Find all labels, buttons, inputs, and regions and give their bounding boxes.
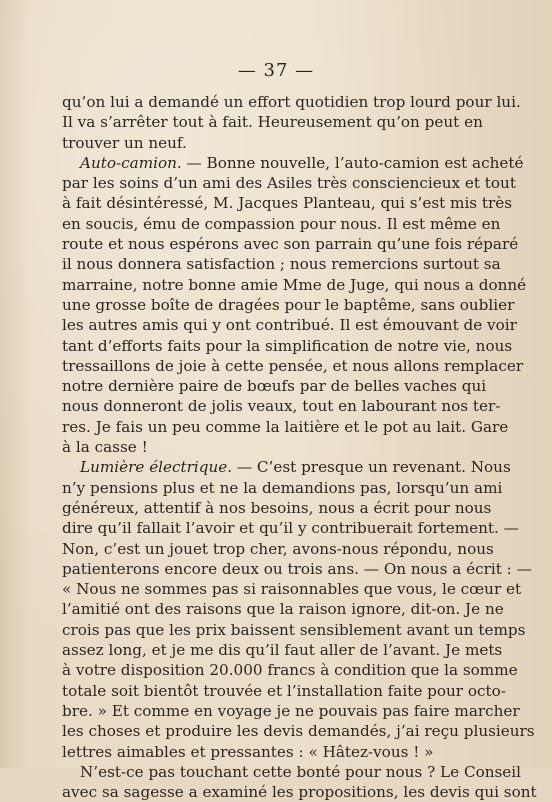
text-line: il nous donnera satisfaction ; nous remercions surtout sa <box>62 255 501 274</box>
text-line: route et nous espérons avec son parrain qu’une fois réparé <box>62 235 519 254</box>
text-line: dire qu’il fallait l’avoir et qu’il y contribuerait fortement. — <box>62 519 519 538</box>
text-line: res. Je fais un peu comme la laitière et le pot au lait. Gare <box>62 417 509 436</box>
text-line: qu’on lui a demandé un effort quotidien trop lourd pour lui. <box>62 93 521 111</box>
text-line: à la casse ! <box>62 438 148 457</box>
text-line: tant d’efforts faits pour la simplification de notre vie, nous <box>62 336 513 355</box>
text-line: tressaillons de joie à cette pensée, et nous allons remplacer <box>62 356 524 375</box>
text-line: Il va s’arrêter tout à fait. Heureusement qu’on peut en <box>62 113 483 132</box>
paragraph-heading: Auto-camion. <box>80 153 182 172</box>
text-line: totale soit bientôt trouvée et l’installation faite pour octo- <box>62 681 506 700</box>
paragraph-heading: Lumière électrique. <box>80 458 233 477</box>
body-text <box>62 92 550 802</box>
text-fragment: — C’est presque un revenant. Nous <box>232 458 511 477</box>
text-line: à votre disposition 20.000 francs à condition que la somme <box>62 661 518 680</box>
paragraph-first-line <box>62 457 550 477</box>
text-line: à fait désintéressé, M. Jacques Planteau, qui s’est mis très <box>62 194 513 213</box>
text-line: N’est-ce pas touchant cette bonté pour nous ? Le Conseil <box>80 762 521 781</box>
text-line: nous donneront de jolis veaux, tout en labourant nos ter- <box>62 397 501 416</box>
text-line: généreux, attentif à nos besoins, nous a écrit pour nous <box>62 498 492 517</box>
text-line: crois pas que les prix baissent sensiblement avant un temps <box>62 620 526 639</box>
text-line: marraine, notre bonne amie Mme de Juge, qui nous a donné <box>62 275 527 294</box>
text-line: bre. » Et comme en voyage je ne pouvais pas faire marcher <box>62 701 520 720</box>
text-line: par les soins d’un ami des Asiles très consciencieux et tout <box>62 174 516 193</box>
text-line: patienterons encore deux ou trois ans. — On nous a écrit : — <box>62 559 532 578</box>
page-number: — 37 — <box>237 60 315 81</box>
text-line: les autres amis qui y ont contribué. Il est émouvant de voir <box>62 316 517 335</box>
text-line: lettres aimables et pressantes : « Hâtez-vous ! » <box>62 742 434 761</box>
text-line: avec sa sagesse a examiné les propositions, les devis qui sont <box>62 783 537 802</box>
text-fragment: — Bonne nouvelle, l’auto-camion est acheté <box>181 153 524 172</box>
text-line: « Nous ne sommes pas si raisonnables que vous, le cœur et <box>62 580 522 599</box>
text-line: n’y pensions plus et ne la demandions pas, lorsqu’un ami <box>62 478 503 497</box>
paragraph-first-line <box>62 153 550 173</box>
text-line: assez long, et je me dis qu’il faut aller de l’avant. Je mets <box>62 641 503 660</box>
text-line: notre dernière paire de bœufs par de belles vaches qui <box>62 377 487 396</box>
text-line: trouver un neuf. <box>62 133 187 152</box>
text-line: Non, c’est un jouet trop cher, avons-nous répondu, nous <box>62 539 494 558</box>
text-line: l’amitié ont des raisons que la raison ignore, dit-on. Je ne <box>62 600 504 619</box>
text-line: les choses et produire les devis demandés, j’ai reçu plusieurs <box>62 722 535 741</box>
text-line: une grosse boîte de dragées pour le baptême, sans oublier <box>62 295 515 314</box>
text-line: en soucis, ému de compassion pour nous. Il est même en <box>62 214 501 233</box>
